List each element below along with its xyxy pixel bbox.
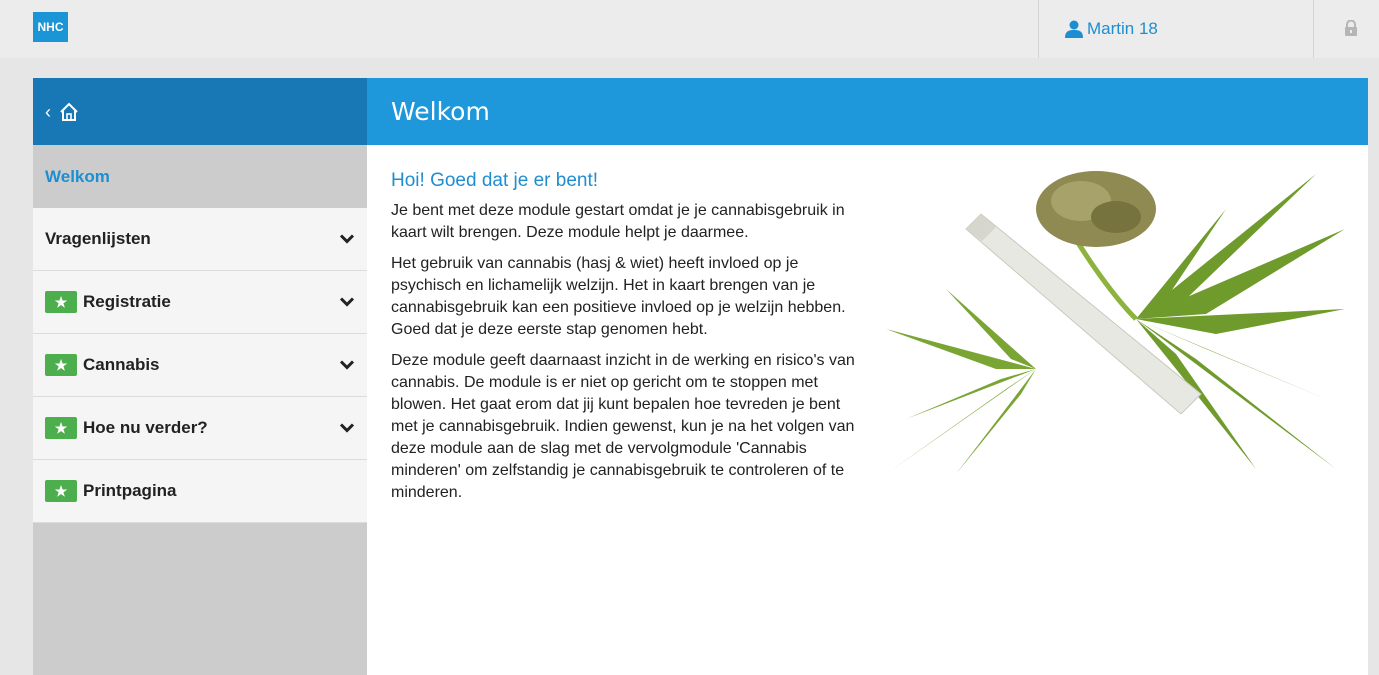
sidebar-item-label: Cannabis [83, 355, 160, 374]
user-icon [1065, 20, 1083, 38]
top-bar [0, 0, 1379, 58]
lock-icon[interactable] [1344, 20, 1358, 36]
sidebar-nav [33, 145, 367, 523]
main-panel [367, 78, 1368, 675]
bud [1036, 171, 1156, 247]
sidebar-item-label: Vragenlijsten [45, 229, 151, 248]
sidebar-item-label: Printpagina [83, 481, 177, 500]
sidebar-item-label: Welkom [45, 166, 110, 186]
intro-paragraph: Je bent met deze module gestart omdat je je cannabisgebruik in kaart wilt brengen. Deze module helpt je daarmee. [391, 202, 845, 241]
home-icon[interactable] [59, 102, 79, 122]
user-name: Martin 18 [1087, 19, 1158, 38]
sidebar-item-cannabis[interactable] [33, 334, 367, 397]
star-badge-icon: ★ [45, 480, 77, 502]
sidebar-header [33, 78, 367, 145]
sidebar [33, 78, 367, 675]
sidebar-item-label: Hoe nu verder? [83, 418, 208, 437]
chevron-down-icon[interactable] [339, 423, 355, 434]
intro-content [391, 168, 855, 513]
intro-paragraph: Het gebruik van cannabis (hasj & wiet) heeft invloed op je psychisch en lichamelijk welzijn. Het in kaart brengen van je cannabisgebruik kan een positieve invloed op je welzijn hebben. Goed dat je deze eerste stap genomen hebt. [391, 255, 846, 338]
sidebar-item-label: Registratie [83, 292, 171, 311]
leaf-right [1136, 174, 1345, 469]
sidebar-item-vragenlijsten[interactable] [33, 208, 367, 271]
user-menu[interactable] [1038, 0, 1314, 58]
chevron-down-icon[interactable] [339, 297, 355, 308]
sidebar-item-welkom[interactable] [33, 145, 367, 208]
chevron-down-icon[interactable] [339, 360, 355, 371]
intro-heading: Hoi! Goed dat je er bent! [391, 170, 599, 191]
sidebar-item-hoe-nu-verder[interactable] [33, 397, 367, 460]
cannabis-leaves-and-joint-image [886, 169, 1345, 474]
sidebar-item-printpagina[interactable] [33, 460, 367, 523]
star-badge-icon: ★ [45, 417, 77, 439]
intro-paragraph: Deze module geeft daarnaast inzicht in de werking en risico's van cannabis. De module is er niet op gericht om te stoppen met blowen. Het gaat erom dat jij kunt bepalen hoe tevreden je bent met je cannabisgebruik. Indien gewenst, kun je na het volgen van deze module aan de slag met de vervolgmodule 'Cannabis minderen' om zelfstandig je cannabisgebruik te controleren of te minderen. [391, 352, 855, 501]
chevron-left-icon[interactable]: ‹ [45, 101, 51, 122]
sidebar-item-registratie[interactable] [33, 271, 367, 334]
page-title: Welkom [367, 78, 1368, 145]
star-badge-icon: ★ [45, 354, 77, 376]
leaf-left [886, 289, 1036, 474]
nhc-logo[interactable]: NHC [33, 12, 68, 42]
star-badge-icon: ★ [45, 291, 77, 313]
chevron-down-icon[interactable] [339, 234, 355, 245]
